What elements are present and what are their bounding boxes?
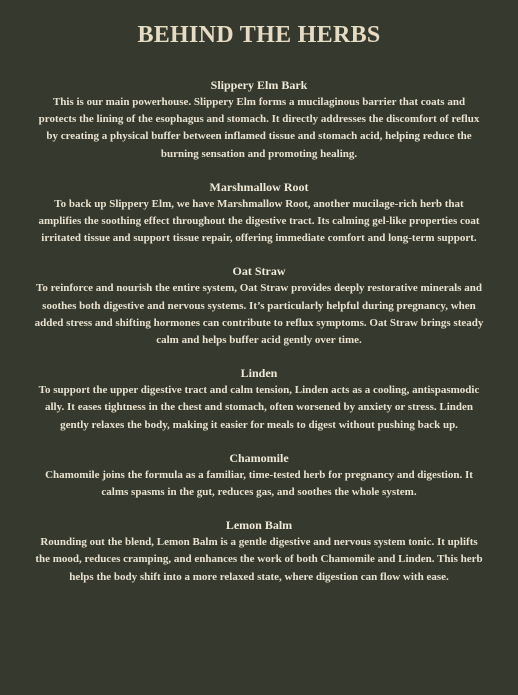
herb-description: Chamomile joins the formula as a familiar, time-tested herb for pregnancy and digestion. It calms spasms in the gut, reduces gas, and soothes the whole system. — [45, 468, 473, 499]
herb-name: Lemon Balm — [225, 518, 293, 533]
herb-section-oat-straw — [34, 263, 484, 349]
herb-name: Linden — [240, 366, 278, 381]
herb-section-chamomile — [34, 450, 484, 501]
herb-list — [34, 77, 484, 586]
herb-name: Marshmallow Root — [209, 179, 309, 194]
herb-description: Rounding out the blend, Lemon Balm is a gentle digestive and nervous system tonic. It uplifts the mood, reduces cramping, and enhances the work of both Chamomile and Linden. This herb helps the body shift into a more relaxed state, where digestion can flow with ease. — [35, 536, 483, 583]
herb-description: To support the upper digestive tract and calm tension, Linden acts as a cooling, antispasmodic ally. It eases tightness in the chest and stomach, often worsened by anxiety or stress. Linden gently relaxes the body, making it easier for meals to digest without pushing back up. — [38, 384, 480, 431]
herb-section-linden — [34, 365, 484, 434]
herb-section-marshmallow-root — [34, 179, 484, 248]
herb-description: To reinforce and nourish the entire system, Oat Straw provides deeply restorative minerals and soothes both digestive and nervous systems. It’s particularly helpful during pregnancy, when added stress and shifting hormones can contribute to reflux symptoms. Oat Straw brings steady calm and helps buffer acid gently over time. — [34, 282, 484, 347]
herb-description: This is our main powerhouse. Slippery Elm forms a mucilaginous barrier that coats and protects the lining of the esophagus and stomach. It directly addresses the discomfort of reflux by creating a physical buffer between inflamed tissue and stomach acid, helping reduce the burning sensation and promoting healing. — [38, 96, 480, 160]
herb-section-lemon-balm — [34, 517, 484, 586]
herb-name: Oat Straw — [232, 264, 286, 279]
page-title: BEHIND THE HERBS — [137, 22, 381, 48]
herb-name: Chamomile — [229, 450, 289, 465]
herb-section-slippery-elm — [34, 77, 484, 163]
herb-description: To back up Slippery Elm, we have Marshmallow Root, another mucilage-rich herb that amplifies the soothing effect throughout the digestive tract. Its calming gel-like properties coat irritated tissue and support tissue repair, offering immediate comfort and long-term support. — [38, 197, 480, 245]
herb-name: Slippery Elm Bark — [210, 78, 308, 92]
